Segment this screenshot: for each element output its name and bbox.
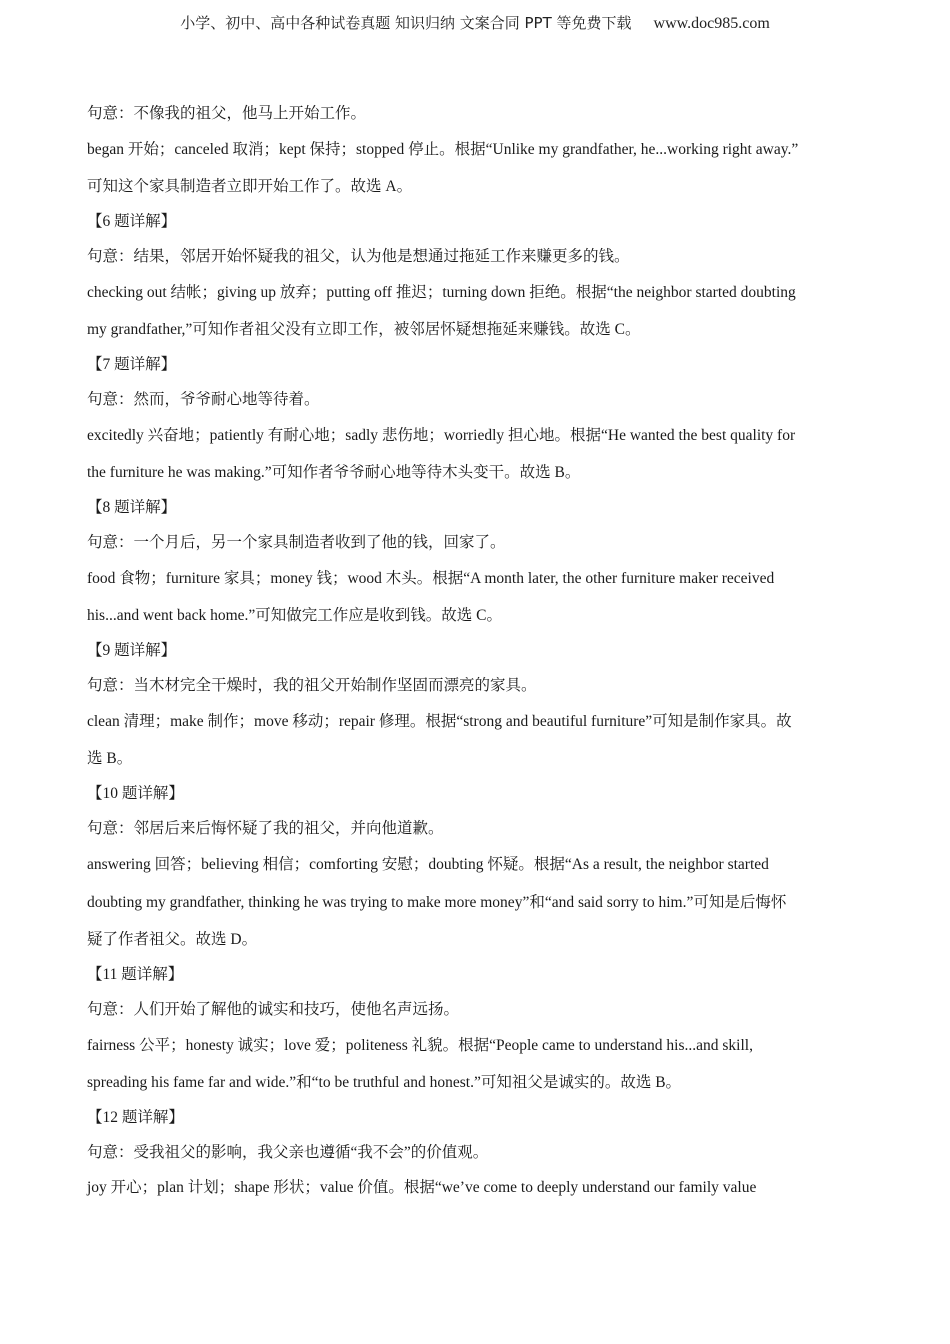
- text-line: began 开始；canceled 取消；kept 保持；stopped 停止。根据“Unlike my grandfather, he...working right away.”: [87, 141, 799, 158]
- text-line: food 食物；furniture 家具；money 钱；wood 木头。根据“A month later, the other furniture maker received: [87, 570, 775, 587]
- section-heading: 【10 题详解】: [87, 785, 184, 802]
- text-line: answering 回答；believing 相信；comforting 安慰；doubting 怀疑。根据“As a result, the neighbor started: [87, 856, 769, 873]
- text-line: his...and went back home.”可知做完工作应是收到钱。故选 C。: [87, 607, 503, 624]
- text-line: 疑了作者祖父。故选 D。: [87, 931, 258, 948]
- text-line: 选 B。: [87, 750, 133, 767]
- text-line: 句意：然而，爷爷耐心地等待着。: [87, 391, 320, 408]
- page-header: [0, 12, 950, 33]
- text-line: doubting my grandfather, thinking he was trying to make more money”和“and said sorry to him.”可知是后悔怀: [87, 894, 787, 911]
- text-line: joy 开心；plan 计划；shape 形状；value 价值。根据“we’ve come to deeply understand our family value: [87, 1179, 757, 1196]
- section-heading: 【8 题详解】: [87, 499, 177, 516]
- text-line: excitedly 兴奋地；patiently 有耐心地；sadly 悲伤地；worriedly 担心地。根据“He wanted the best quality for: [87, 427, 796, 444]
- header-site: www.doc985.com: [653, 15, 770, 32]
- text-line: 句意：受我祖父的影响，我父亲也遵循“我不会”的价值观。: [87, 1144, 489, 1161]
- text-line: 可知这个家具制造者立即开始工作了。故选 A。: [87, 178, 413, 195]
- text-line: 句意：邻居后来后悔怀疑了我的祖父，并向他道歉。: [87, 820, 444, 837]
- section-heading: 【9 题详解】: [87, 642, 177, 659]
- text-line: checking out 结帐；giving up 放弃；putting off 推迟；turning down 拒绝。根据“the neighbor started doubting: [87, 284, 796, 301]
- text-line: 句意：不像我的祖父，他马上开始工作。: [87, 105, 367, 122]
- section-heading: 【7 题详解】: [87, 356, 177, 373]
- text-line: 句意：一个月后，另一个家具制造者收到了他的钱，回家了。: [87, 534, 506, 551]
- text-line: fairness 公平；honesty 诚实；love 爱；politeness 礼貌。根据“People came to understand his...and skill,: [87, 1037, 753, 1054]
- text-line: clean 清理；make 制作；move 移动；repair 修理。根据“strong and beautiful furniture”可知是制作家具。故: [87, 713, 792, 730]
- section-heading: 【11 题详解】: [87, 966, 184, 983]
- text-line: 句意：人们开始了解他的诚实和技巧，使他名声远扬。: [87, 1001, 460, 1018]
- text-line: spreading his fame far and wide.”和“to be truthful and honest.”可知祖父是诚实的。故选 B。: [87, 1074, 682, 1091]
- text-line: 句意：当木材完全干燥时，我的祖父开始制作坚固而漂亮的家具。: [87, 677, 537, 694]
- header-text: 小学、初中、高中各种试卷真题 知识归纳 文案合同 PPT 等免费下载: [180, 14, 632, 32]
- text-line: 句意：结果，邻居开始怀疑我的祖父，认为他是想通过拖延工作来赚更多的钱。: [87, 248, 630, 265]
- document-body: [87, 96, 867, 1205]
- section-heading: 【12 题详解】: [87, 1109, 184, 1126]
- text-line: my grandfather,”可知作者祖父没有立即工作，被邻居怀疑想拖延来赚钱。故选 C。: [87, 321, 641, 338]
- section-heading: 【6 题详解】: [87, 213, 177, 230]
- text-line: the furniture he was making.”可知作者爷爷耐心地等待木头变干。故选 B。: [87, 464, 581, 481]
